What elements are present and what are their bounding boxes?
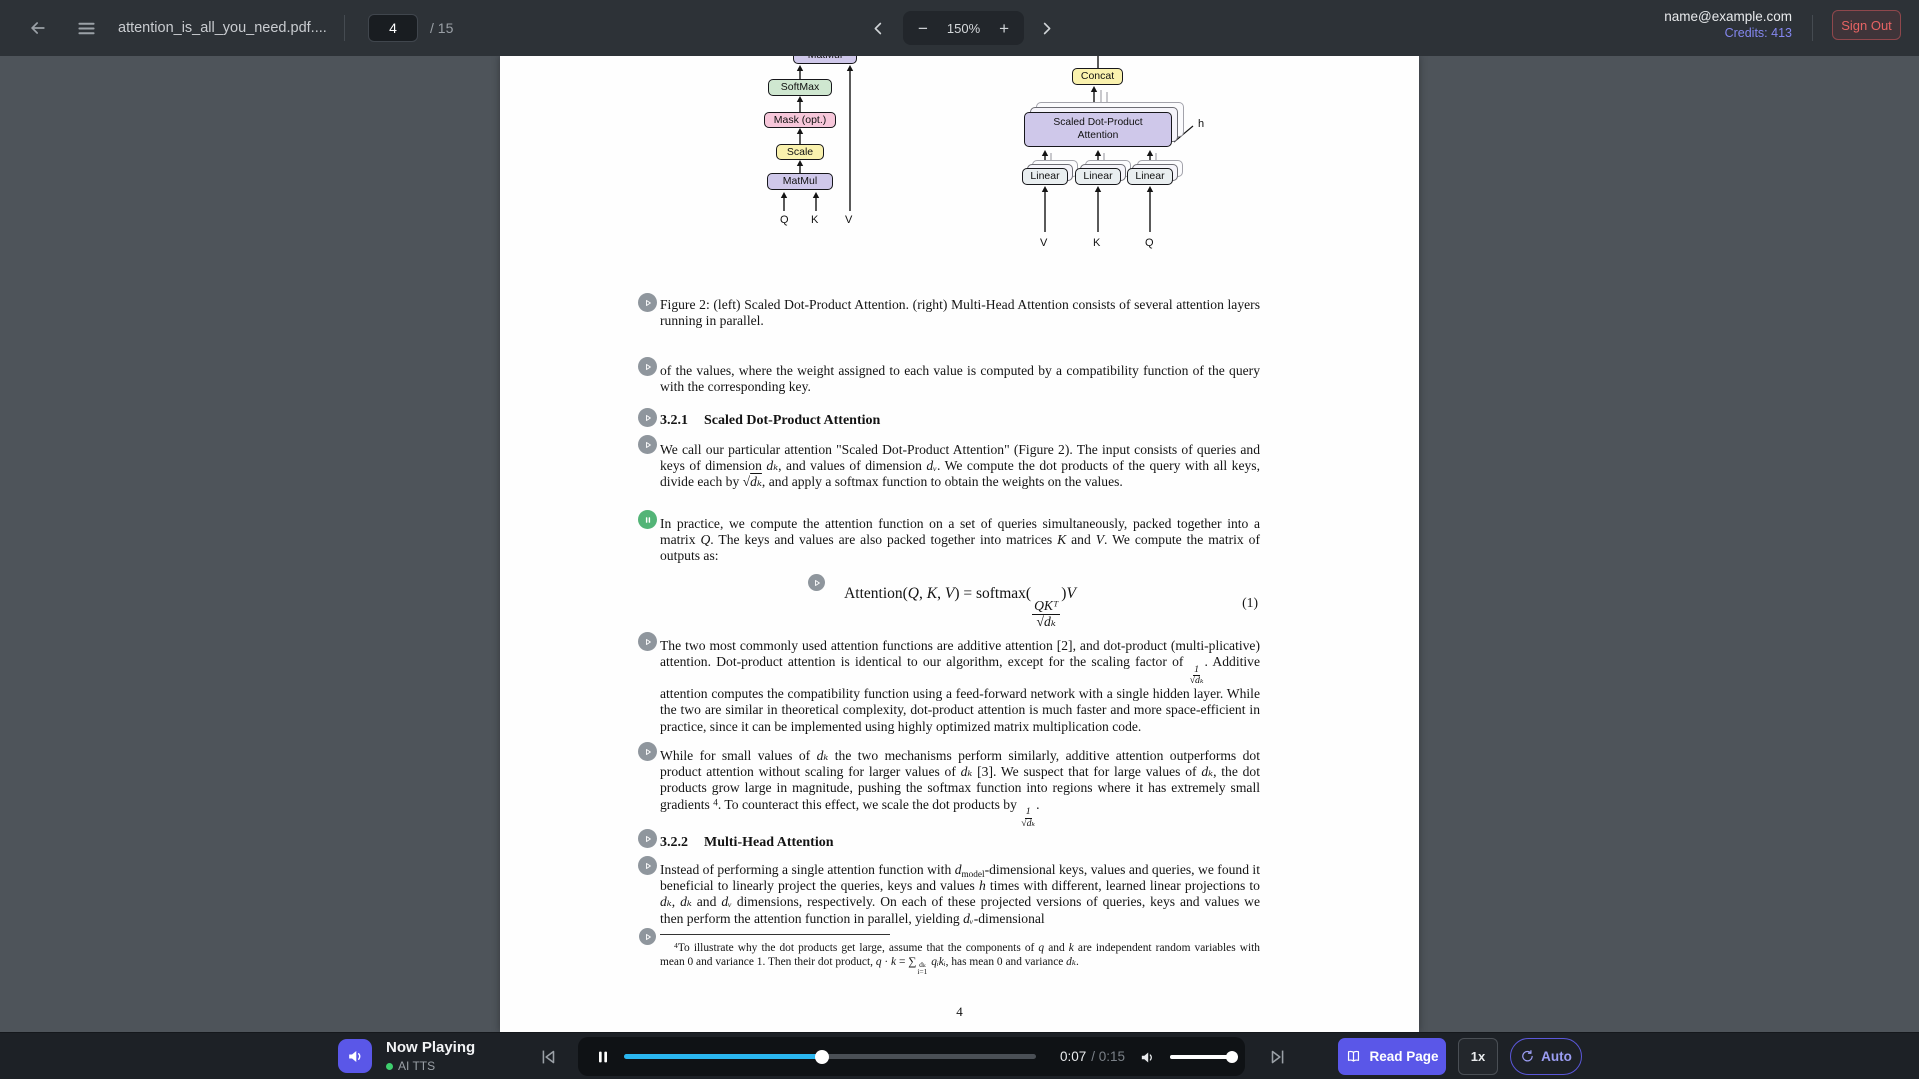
auto-mode-button[interactable] xyxy=(1510,1038,1582,1075)
paragraph: While for small values of dₖ the two mechanisms perform similarly, additive attention outperforms dot product attention without scaling for larger values of dₖ [3]. We suspect that for large values of dₖ, the dot products grow large in magnitude, pushing the softmax function into regions where it has extremely small gradients $^4$. To counteract this effect, we scale the dot products by $\frac{1}{\text{√dₖ}}$ . xyxy=(660,748,1260,829)
volume-thumb[interactable] xyxy=(1226,1051,1238,1063)
figure-box-sdpa: Scaled Dot-Product Attention xyxy=(1024,112,1172,147)
figure2-left-diagram xyxy=(740,56,880,256)
section-number: 3.2.2 xyxy=(660,835,688,850)
figure2-right-diagram xyxy=(1000,56,1220,266)
play-icon xyxy=(642,746,654,758)
book-icon xyxy=(1345,1048,1362,1065)
read-page-label: Read Page xyxy=(1369,1049,1439,1064)
paragraph: of the values, where the weight assigned to each value is computed by a compatibility function of the query with the corresponding key. xyxy=(660,363,1260,395)
figure-label-q: Q xyxy=(780,214,789,226)
pause-button[interactable] xyxy=(590,1044,616,1070)
play-icon xyxy=(642,439,654,451)
section-title: Scaled Dot-Product Attention xyxy=(704,413,881,428)
paragraph-pause-button[interactable] xyxy=(638,510,657,529)
play-icon xyxy=(642,860,654,872)
paragraph-play-button[interactable] xyxy=(638,357,657,376)
tts-speaker-tile[interactable] xyxy=(338,1039,372,1073)
play-icon xyxy=(811,577,823,589)
page-number-input[interactable] xyxy=(368,14,418,42)
paragraph-play-button[interactable] xyxy=(638,829,657,848)
volume-icon xyxy=(1139,1049,1156,1066)
figure-caption: Figure 2: (left) Scaled Dot-Product Attention. (right) Multi-Head Attention consists of several attention layers running in parallel. xyxy=(660,297,1260,329)
account-email: name@example.com xyxy=(1664,9,1792,24)
paragraph: We call our particular attention "Scaled Dot-Product Attention" (Figure 2). The input consists of queries and keys of dimension dₖ, and values of dimension dᵥ. We compute the dot products of the query with all keys, divide each by √dₖ, and apply a softmax function to obtain the weights on the values. xyxy=(660,442,1260,490)
source-label: AI TTS xyxy=(398,1059,436,1073)
time-current: 0:07 xyxy=(1060,1049,1087,1064)
equation-tag: (1) xyxy=(1242,595,1258,610)
volume-fill xyxy=(1170,1055,1232,1059)
figure-label-v: V xyxy=(1040,237,1048,249)
next-page-button[interactable] xyxy=(1032,14,1060,42)
paragraph-play-button[interactable] xyxy=(638,632,657,651)
auto-label: Auto xyxy=(1541,1049,1572,1064)
chevron-right-icon xyxy=(1039,21,1054,36)
equation-body: Attention(Q, K, V) = softmax( $\frac{\text{QKᵀ}}{\text{√dₖ}}$ )V xyxy=(844,585,1076,630)
progress-bar[interactable] xyxy=(624,1054,1036,1059)
paragraph: Instead of performing a single attention function with $d_{model}$-dimensional keys, values and queries, we found it beneficial to linearly project the queries, keys and values h times with different, learned linear projections to dₖ, dₖ and dᵥ dimensions, respectively. On each of these projected versions of queries, keys and values we then perform the attention function in parallel, yielding dᵥ-dimensional xyxy=(660,862,1261,926)
section-title: Multi-Head Attention xyxy=(704,835,834,850)
section-heading-322 xyxy=(660,835,1260,851)
chevron-left-icon xyxy=(871,21,886,36)
paragraph-play-button[interactable] xyxy=(638,742,657,761)
transport-panel xyxy=(578,1037,1245,1076)
zoom-level: 150% xyxy=(946,20,981,36)
divider xyxy=(1812,15,1813,41)
zoom-out-button[interactable]: − xyxy=(918,18,928,38)
play-icon xyxy=(642,412,654,424)
figure-box-concat: Concat xyxy=(1072,68,1123,85)
zoom-control xyxy=(903,11,1024,45)
paragraph-play-button[interactable] xyxy=(638,293,657,312)
footnote-rule xyxy=(660,934,890,935)
play-icon xyxy=(642,931,654,943)
paragraph-play-button[interactable] xyxy=(638,408,657,427)
back-button[interactable] xyxy=(24,14,52,42)
equation-play-button[interactable] xyxy=(808,574,825,591)
figure-box-mask: Mask (opt.) xyxy=(764,112,836,128)
previous-page-button[interactable] xyxy=(864,14,892,42)
paragraph-play-button[interactable] xyxy=(638,856,657,875)
hamburger-icon xyxy=(77,19,96,38)
zoom-in-button[interactable]: + xyxy=(999,18,1009,38)
play-icon xyxy=(642,361,654,373)
pdf-viewer[interactable] xyxy=(0,56,1919,1032)
equation-1 xyxy=(660,586,1260,629)
sign-out-button[interactable]: Sign Out xyxy=(1832,10,1901,40)
divider xyxy=(344,15,345,41)
account-info xyxy=(1664,9,1792,42)
now-playing-label: Now Playing xyxy=(386,1039,476,1056)
footnote-text: $^4$To illustrate why the dot products get large, assume that the components of q and k are independent random variables with mean 0 and variance 1. Then their dot product, q · k = ∑ dₖ i=1 qᵢkᵢ, has mean 0 and variance dₖ. xyxy=(660,940,1260,977)
speaker-icon xyxy=(346,1047,365,1066)
play-icon xyxy=(642,833,654,845)
section-number: 3.2.1 xyxy=(660,413,688,428)
figure-label-v: V xyxy=(845,214,853,226)
skip-forward-icon xyxy=(1267,1046,1289,1068)
footnote-play-button[interactable] xyxy=(639,928,656,945)
pause-icon xyxy=(595,1049,611,1065)
paragraph: In practice, we compute the attention function on a set of queries simultaneously, packed together into a matrix Q. The keys and values are also packed together into matrices K and V. We compute the matrix of outputs as: xyxy=(660,516,1260,564)
auto-cycle-icon xyxy=(1520,1049,1535,1064)
skip-back-button[interactable] xyxy=(534,1043,562,1071)
figure-box-linear-q: Linear xyxy=(1127,168,1173,185)
figure-box-matmul: MatMul xyxy=(767,173,833,190)
skip-back-icon xyxy=(537,1046,559,1068)
play-icon xyxy=(642,297,654,309)
figure-box-linear-v: Linear xyxy=(1022,168,1068,185)
source-row xyxy=(386,1059,435,1073)
progress-thumb[interactable] xyxy=(815,1050,829,1064)
skip-forward-button[interactable] xyxy=(1264,1043,1292,1071)
read-page-button[interactable] xyxy=(1338,1038,1446,1075)
playback-speed-button[interactable]: 1x xyxy=(1458,1038,1498,1075)
figure-box-linear-k: Linear xyxy=(1075,168,1121,185)
figure-label-q: Q xyxy=(1145,237,1154,249)
pdf-page-number: 4 xyxy=(956,1004,963,1019)
back-arrow-icon xyxy=(28,18,48,38)
time-total: / 0:15 xyxy=(1091,1049,1126,1064)
audio-player-bar xyxy=(0,1032,1919,1079)
page-count-label: / 15 xyxy=(430,20,454,36)
pdf-page xyxy=(500,56,1419,1032)
live-dot-icon xyxy=(386,1063,393,1070)
figure-label-k: K xyxy=(1093,237,1101,249)
progress-fill xyxy=(624,1054,822,1059)
section-heading-321 xyxy=(660,413,1260,429)
volume-button[interactable] xyxy=(1134,1044,1160,1070)
footnote xyxy=(660,941,1260,976)
pause-icon xyxy=(642,514,654,526)
top-toolbar xyxy=(0,0,1919,56)
figure-box-scale: Scale xyxy=(776,144,824,160)
figure-label-k: K xyxy=(811,214,819,226)
play-icon xyxy=(642,636,654,648)
volume-slider[interactable] xyxy=(1170,1055,1232,1059)
paragraph-play-button[interactable] xyxy=(638,435,657,454)
time-display xyxy=(1060,1037,1125,1076)
document-title: attention_is_all_you_need.pdf.... xyxy=(118,20,327,36)
credits-label: Credits: 413 xyxy=(1724,25,1792,40)
menu-button[interactable] xyxy=(72,14,100,42)
figure-label-h: h xyxy=(1198,118,1205,130)
paragraph: The two most commonly used attention functions are additive attention [2], and dot-product (multi-plicative) attention. Dot-product attention is identical to our algorithm, except for the scaling factor of $\frac{1}{\text{√dₖ}}$ . Additive attention computes the compatibility function using a feed-forward network with a single hidden layer. While the two are similar in theoretical complexity, dot-product attention is much faster and more space-efficient in practice, since it can be implemented using highly optimized matrix multiplication code. xyxy=(660,638,1260,734)
figure-box-softmax: SoftMax xyxy=(768,79,832,96)
